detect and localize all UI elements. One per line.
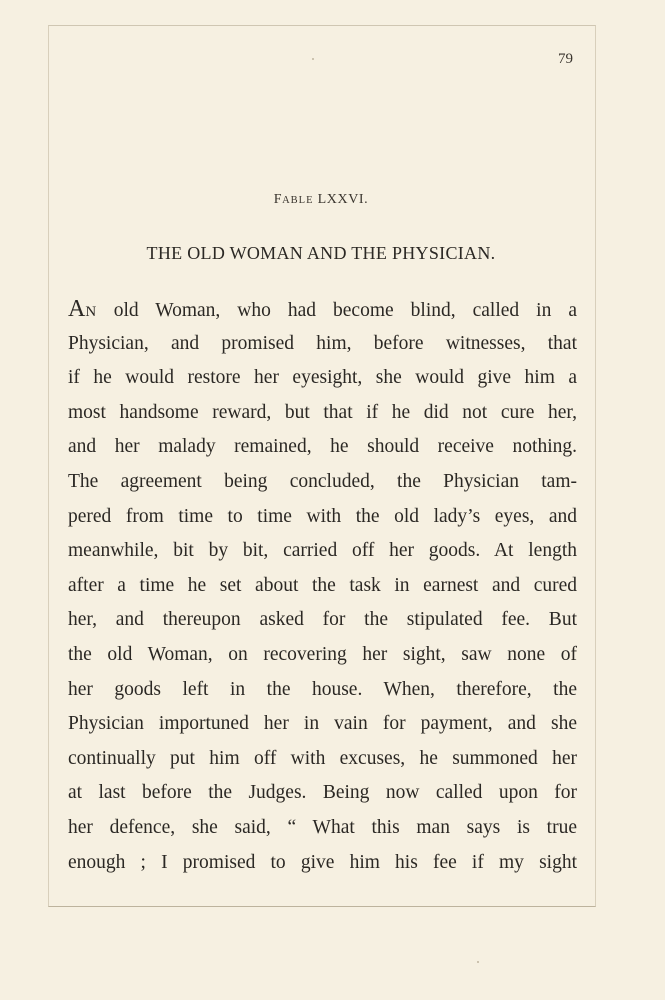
text-line: The agreement being concluded, the Physician tam- <box>68 470 577 492</box>
paper-speck <box>312 58 314 60</box>
drop-cap-smallcaps: N <box>85 304 97 320</box>
fable-text <box>68 292 577 880</box>
text-line: the old Woman, on recovering her sight, saw none of <box>68 643 577 665</box>
fable-label-initial: F <box>273 192 283 207</box>
fable-title: THE OLD WOMAN AND THE PHYSICIAN. <box>146 243 496 263</box>
text-line: pered from time to time with the old lady’s eyes, and <box>68 505 577 527</box>
paper-speck <box>477 961 479 963</box>
text-line: Physician, and promised him, before witnesses, that <box>68 332 577 354</box>
drop-cap: A <box>68 296 86 322</box>
text-line: enough ; I promised to give him his fee if my sight <box>68 851 577 873</box>
text-line: most handsome reward, but that if he did not cure her, <box>68 401 577 423</box>
text-line: meanwhile, bit by bit, carried off her goods. At length <box>68 540 577 562</box>
page-number: 79 <box>558 51 573 67</box>
text-line-1-rest: old Woman, who had become blind, called in a <box>113 300 577 321</box>
text-line: continually put him off with excuses, he summoned her <box>68 747 577 769</box>
text-line: her defence, she said, “ What this man says is true <box>68 816 577 838</box>
text-line: if he would restore her eyesight, she would give him a <box>68 367 577 389</box>
fable-numeral: LXXVI. <box>317 192 369 207</box>
text-line: at last before the Judges. Being now called upon for <box>68 782 577 804</box>
text-line: Physician importuned her in vain for payment, and she <box>68 713 577 735</box>
fable-label <box>0 192 642 208</box>
text-line: her, and thereupon asked for the stipulated fee. But <box>68 609 577 631</box>
text-line-1 <box>68 292 577 327</box>
text-line: her goods left in the house. When, therefore, the <box>68 678 577 700</box>
fable-label-smallcaps: ABLE <box>282 195 314 206</box>
text-line: and her malady remained, he should receive nothing. <box>68 436 577 458</box>
text-line: after a time he set about the task in earnest and cured <box>68 574 577 596</box>
